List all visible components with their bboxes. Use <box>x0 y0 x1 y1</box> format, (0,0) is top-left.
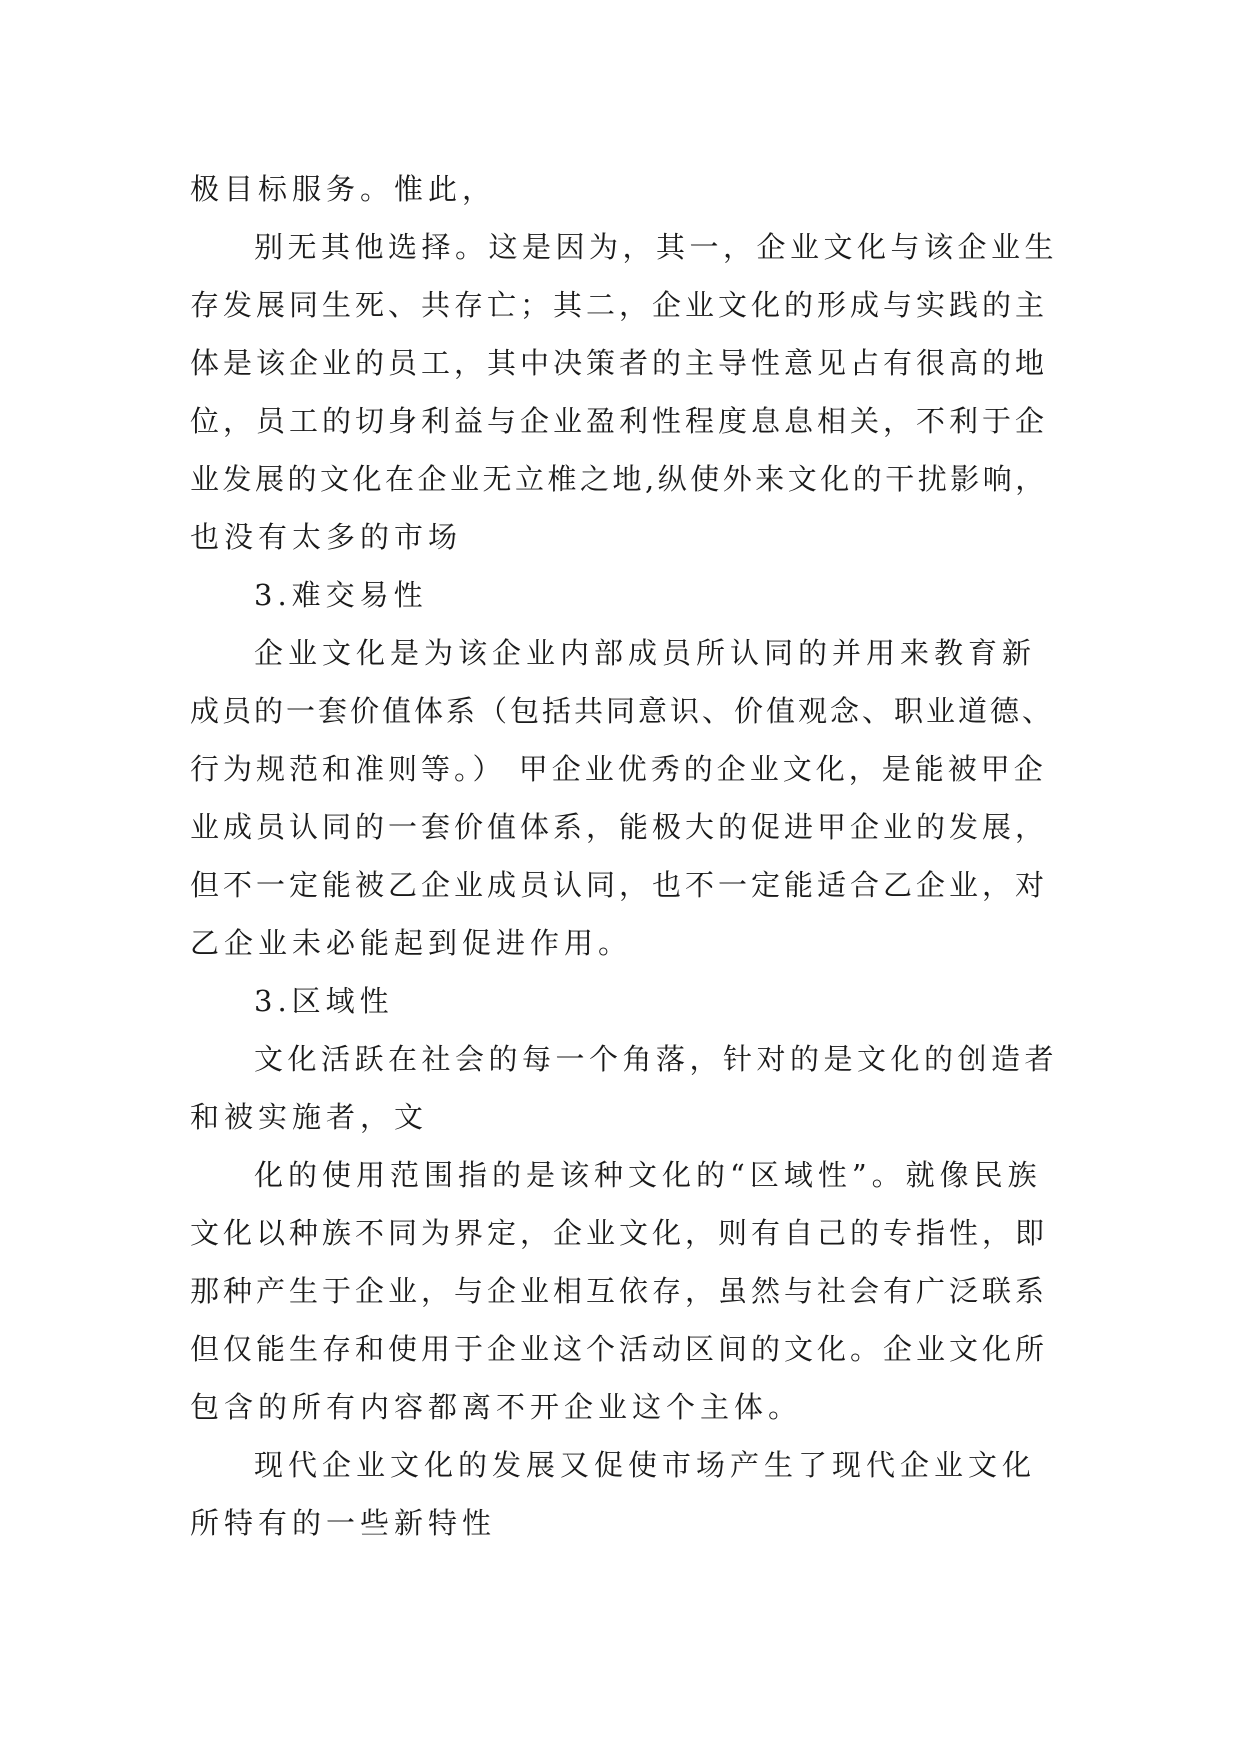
text-line: 但不一定能被乙企业成员认同，也不一定能适合乙企业，对 <box>190 868 1049 902</box>
text-line: 文化以种族不同为界定，企业文化，则有自己的专指性，即 <box>190 1216 1049 1250</box>
text-line: 也没有太多的市场 <box>190 520 463 554</box>
text-line: 企业文化是为该企业内部成员所认同的并用来教育新 <box>254 636 1037 670</box>
text-line: 成员的一套价值体系（包括共同意识、价值观念、职业道德、 <box>190 694 1055 728</box>
text-line: 别无其他选择。这是因为，其一，企业文化与该企业生 <box>254 230 1059 264</box>
text-line: 化的使用范围指的是该种文化的“区域性”。就像民族 <box>254 1158 1042 1192</box>
text-line: 现代企业文化的发展又促使市场产生了现代企业文化 <box>254 1448 1037 1482</box>
text-line: 乙企业未必能起到促进作用。 <box>190 926 633 960</box>
text-line: 但仅能生存和使用于企业这个活动区间的文化。企业文化所 <box>190 1332 1049 1366</box>
text-line: 那种产生于企业，与企业相互依存，虽然与社会有广泛联系 <box>190 1274 1049 1308</box>
text-line: 位，员工的切身利益与企业盈利性程度息息相关，不利于企 <box>190 404 1049 438</box>
text-line: 业成员认同的一套价值体系，能极大的促进甲企业的发展， <box>190 810 1049 844</box>
text-line: 体是该企业的员工，其中决策者的主导性意见占有很高的地 <box>190 346 1049 380</box>
text-line: 3.区域性 <box>254 984 394 1018</box>
text-line: 所特有的一些新特性 <box>190 1506 497 1540</box>
text-line: 极目标服务。惟此， <box>190 172 497 206</box>
text-line: 3.难交易性 <box>254 578 428 612</box>
text-line: 文化活跃在社会的每一个角落，针对的是文化的创造者 <box>254 1042 1059 1076</box>
text-line: 业发展的文化在企业无立椎之地,纵使外来文化的干扰影响， <box>190 462 1048 496</box>
text-line: 行为规范和准则等。） 甲企业优秀的企业文化，是能被甲企 <box>190 752 1047 786</box>
text-line: 和被实施者，文 <box>190 1100 429 1134</box>
text-line: 包含的所有内容都离不开企业这个主体。 <box>190 1390 803 1424</box>
document-body <box>190 160 1058 1552</box>
text-line: 存发展同生死、共存亡；其二，企业文化的形成与实践的主 <box>190 288 1049 322</box>
